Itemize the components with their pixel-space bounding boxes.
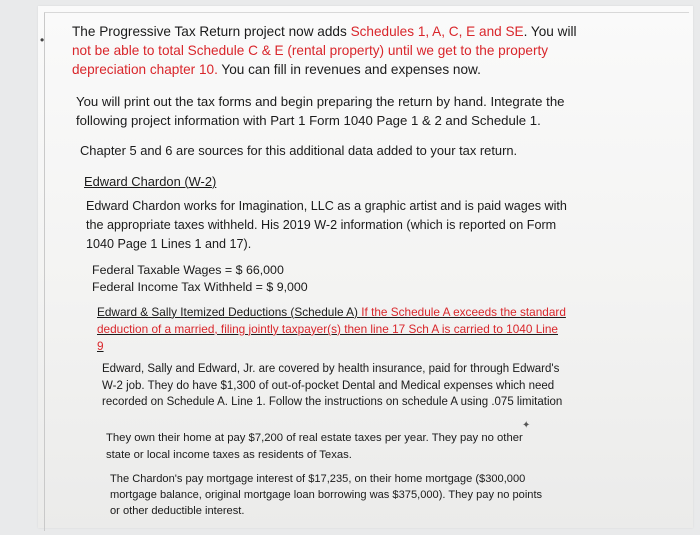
- federal-taxable-wages: Federal Taxable Wages = $ 66,000: [92, 263, 284, 277]
- real-estate-tax-paragraph: They own their home at pay $7,200 of real estate taxes per year. They pay no other state or local income taxes as residents of Texas.: [106, 432, 523, 461]
- cursor-mark: ✦: [522, 420, 531, 431]
- intro-paragraph: The Progressive Tax Return project now adds Schedules 1, A, C, E and SE. You will not be able to total Schedule C & E (rental property) until we get to the property depreciation chapter 10. You can fill in revenues and expenses now.: [72, 24, 577, 77]
- section-heading-itemized-deductions: Edward & Sally Itemized Deductions (Schedule A) If the Schedule A exceeds the standard deduction of a married, filing jointly taxpayer(s) then line 17 Sch A is carried to 1040 Line 9: [97, 305, 566, 353]
- schedules-highlight: Schedules 1, A, C, E and SE: [350, 24, 524, 39]
- section-heading-w2: Edward Chardon (W-2): [84, 174, 217, 189]
- schedule-a-note: If the Schedule A exceeds the standard deduction of a married, filing jointly taxpayer(s) then line 17 Sch A is carried to 1040 Line 9: [97, 305, 566, 353]
- health-insurance-paragraph: Edward, Sally and Edward, Jr. are covered by health insurance, paid for through Edward's W-2 job. They do have $1,300 of out-of-pocket Dental and Medical expenses which need recorded on Schedule A. Line 1. Follow the instructions on schedule A using .075 limitation: [102, 363, 563, 408]
- chapter-sources-paragraph: Chapter 5 and 6 are sources for this additional data added to your tax return.: [80, 143, 518, 158]
- print-forms-paragraph: You will print out the tax forms and begin preparing the return by hand. Integrate the following project information with Part 1 Form 1040 Page 1 & 2 and Schedule 1.: [76, 94, 565, 128]
- mortgage-interest-paragraph: The Chardon's pay mortgage interest of $17,235, on their home mortgage ($300,000 mortgage balance, original mortgage loan borrowing was $375,000). They pay no points or other deductible interest.: [110, 473, 543, 517]
- federal-income-tax-withheld: Federal Income Tax Withheld = $ 9,000: [92, 280, 308, 294]
- bullet-dot: •: [40, 33, 45, 47]
- w2-paragraph: Edward Chardon works for Imagination, LLC as a graphic artist and is paid wages with the appropriate taxes withheld. His 2019 W-2 information (which is reported on Form 1040 Page 1 Lines 1 and 17).: [86, 199, 567, 251]
- depreciation-note: not be able to total Schedule C & E (rental property) until we get to the property depreciation chapter 10.: [72, 43, 549, 77]
